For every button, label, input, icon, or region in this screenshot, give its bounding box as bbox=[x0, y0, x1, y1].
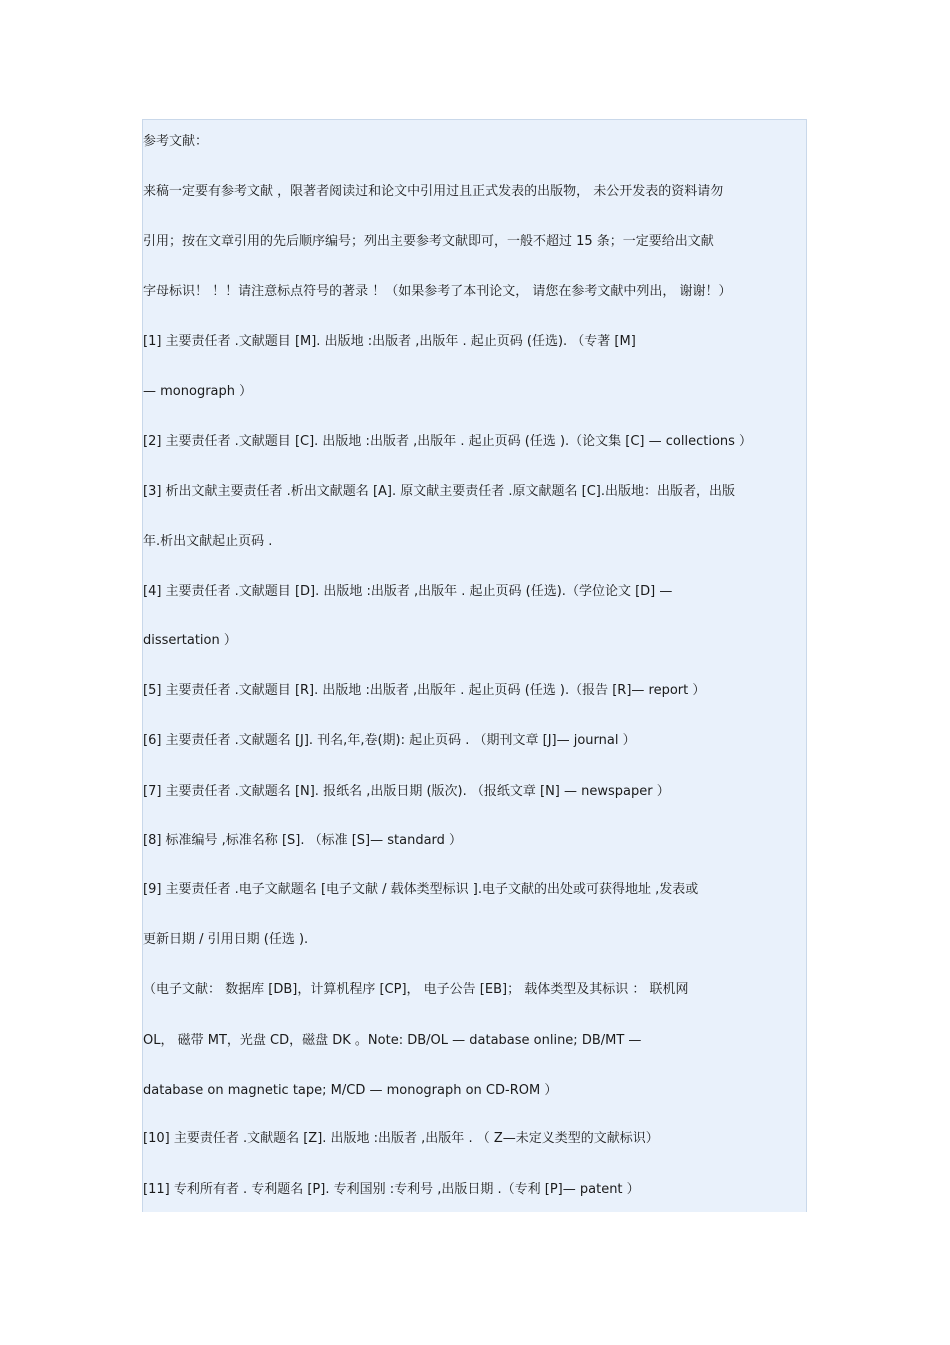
reference-entry-7: [7] 主要责任者 .文献题名 [N]. 报纸名 ,出版日期 (版次). （报纸文章 [N] — newspaper ） bbox=[143, 784, 670, 799]
reference-entry-1-cont: — monograph ） bbox=[143, 384, 253, 399]
intro-paragraph-line: 引用；按在文章引用的先后顺序编号；列出主要参考文献即可，一般不超过 15 条；一定要给出文献 bbox=[143, 234, 714, 249]
section-heading: 参考文献： bbox=[143, 134, 209, 149]
intro-paragraph-line: 字母标识！ ！！请注意标点符号的著录 ！（如果参考了本刊论文， 请您在参考文献中列出， 谢谢！） bbox=[143, 284, 732, 299]
reference-entry-3: [3] 析出文献主要责任者 .析出文献题名 [A]. 原文献主要责任者 .原文献题名 [C].出版地：出版者，出版 bbox=[143, 484, 735, 499]
electronic-note-line: （电子文献： 数据库 [DB]，计算机程序 [CP]， 电子公告 [EB]； 载体类型及其标识 ： 联机网 bbox=[143, 982, 689, 997]
reference-entry-4-cont: dissertation ） bbox=[143, 633, 237, 648]
electronic-note-line: database on magnetic tape; M/CD — monograph on CD-ROM ） bbox=[143, 1083, 558, 1098]
reference-entry-11: [11] 专利所有者 . 专利题名 [P]. 专利国别 :专利号 ,出版日期 .（专利 [P]— patent ） bbox=[143, 1182, 640, 1197]
reference-entry-10: [10] 主要责任者 .文献题名 [Z]. 出版地 :出版者 ,出版年 . （ Z—未定义类型的文献标识） bbox=[143, 1131, 659, 1146]
reference-entry-6: [6] 主要责任者 .文献题名 [J]. 刊名,年,卷(期): 起止页码 . （期刊文章 [J]— journal ） bbox=[143, 733, 636, 748]
reference-entry-9-cont: 更新日期 / 引用日期 (任选 ). bbox=[143, 932, 309, 947]
reference-entry-4: [4] 主要责任者 .文献题目 [D]. 出版地 :出版者 ,出版年 . 起止页码 (任选).（学位论文 [D] — bbox=[143, 584, 673, 599]
reference-entry-5: [5] 主要责任者 .文献题目 [R]. 出版地 :出版者 ,出版年 . 起止页码 (任选 ).（报告 [R]— report ） bbox=[143, 683, 706, 698]
reference-entry-8: [8] 标准编号 ,标准名称 [S]. （标准 [S]— standard ） bbox=[143, 833, 463, 848]
electronic-note-line: OL， 磁带 MT，光盘 CD，磁盘 DK 。Note: DB/OL — database online; DB/MT — bbox=[143, 1033, 642, 1048]
reference-entry-2: [2] 主要责任者 .文献题目 [C]. 出版地 :出版者 ,出版年 . 起止页码 (任选 ).（论文集 [C] — collections ） bbox=[143, 434, 753, 449]
intro-paragraph-line: 来稿一定要有参考文献 ，限著者阅读过和论文中引用过且正式发表的出版物， 未公开发表的资料请勿 bbox=[143, 184, 724, 199]
reference-entry-3-cont: 年.析出文献起止页码 . bbox=[143, 534, 273, 549]
reference-entry-9: [9] 主要责任者 .电子文献题名 [电子文献 / 载体类型标识 ].电子文献的出处或可获得地址 ,发表或 bbox=[143, 882, 699, 897]
reference-entry-1: [1] 主要责任者 .文献题目 [M]. 出版地 :出版者 ,出版年 . 起止页码 (任选). （专著 [M] bbox=[143, 334, 636, 349]
